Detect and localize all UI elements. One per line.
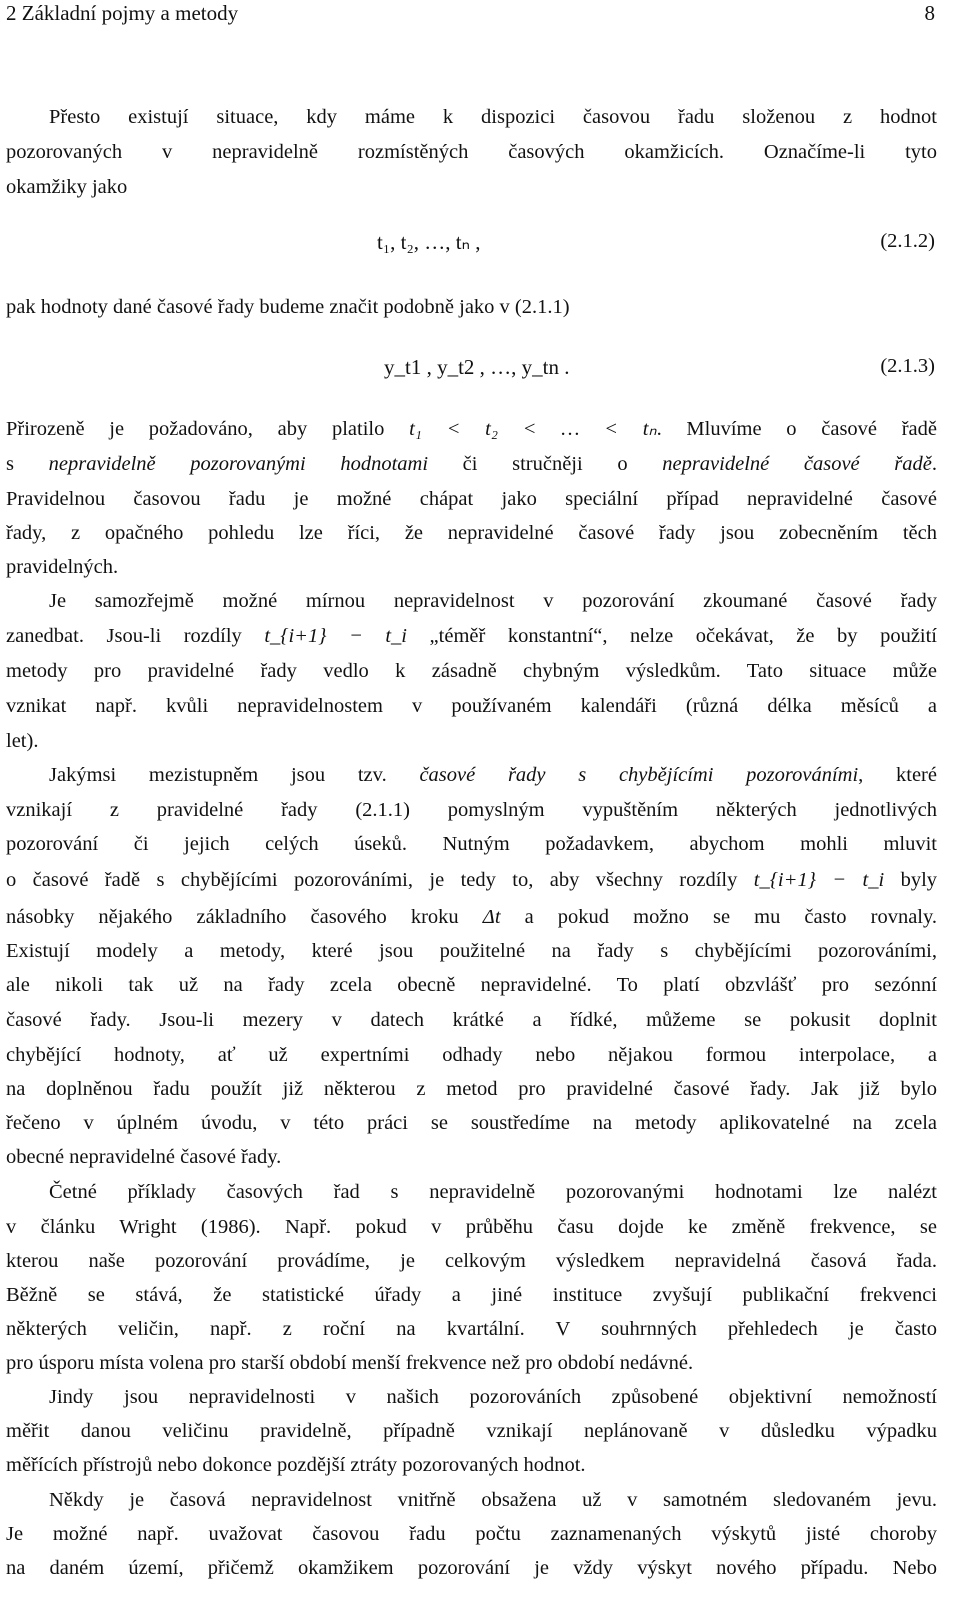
text-line: pozorovaných v nepravidelně rozmístěných časových okamžicích. Označíme-li tyto	[6, 141, 937, 163]
inline-math: t_{i+1} − t_i	[753, 869, 885, 891]
text-span: , které	[858, 764, 937, 786]
text-line: vznikat např. kvůli nepravidelnostem v používaném kalendáři (různá délka měsíců a	[6, 695, 937, 717]
text-line: chybějící hodnoty, ať už expertními odhady nebo nějakou formou interpolace, a	[6, 1044, 937, 1066]
text-line: některých veličin, např. z roční na kvartální. V souhrnných přehledech je často	[6, 1318, 937, 1340]
text-line: pak hodnoty dané časové řady budeme značit podobně jako v (2.1.1)	[6, 296, 570, 318]
running-header	[6, 0, 935, 30]
text-span: Přirozeně je požadováno, aby platilo	[6, 418, 385, 440]
text-line: pozorování či jejich celých úseků. Nutným požadavkem, abychom mohli mluvit	[6, 833, 937, 855]
inline-math: t_{i+1} − t_i	[264, 625, 407, 647]
emphasis: časové řady s chybějícími pozorováními	[419, 764, 859, 786]
equation-number: (2.1.3)	[880, 355, 935, 377]
text-line: metody pro pravidelné řady vedlo k zásadně chybným výsledkům. Tato situace může	[6, 660, 937, 682]
text-line: Přesto existují situace, kdy máme k dispozici časovou řadu složenou z hodnot	[49, 106, 937, 128]
equation-expression: y_t1 , y_t2 , …, y_tn .	[384, 355, 570, 379]
text-span: Jakýmsi mezistupněm jsou tzv.	[49, 764, 387, 786]
text-line: Někdy je časová nepravidelnost vnitřně obsažena už v samotném sledovaném jevu.	[49, 1489, 937, 1511]
text-span: a pokud možno se mu často rovnaly.	[524, 906, 938, 928]
text-line: pro úsporu místa volena pro starší období menší frekvence než pro období nedávné.	[6, 1352, 694, 1374]
text-span: byly	[900, 869, 938, 891]
text-span: s	[6, 453, 14, 475]
inline-math: Δt	[482, 906, 501, 928]
text-line: let).	[6, 730, 39, 752]
text-span: Mluvíme o časové řadě	[686, 418, 937, 440]
text-span: „téměř konstantní“, nelze očekávat, že by použití	[429, 625, 938, 647]
equation-2-1-3	[384, 355, 570, 380]
text-line: Je samozřejmě možné mírnou nepravidelnost v pozorování zkoumané časové řady	[49, 590, 937, 612]
text-line: v článku Wright (1986). Např. pokud v průběhu času dojde ke změně frekvence, se	[6, 1216, 937, 1238]
text-line: kterou naše pozorování provádíme, je celkovým výsledkem nepravidelná časová řada.	[6, 1250, 937, 1272]
text-line: vznikají z pravidelné řady (2.1.1) pomyslným vypuštěním některých jednotlivých	[6, 799, 937, 821]
text-line	[6, 624, 937, 648]
page-number: 8	[924, 1, 935, 25]
text-line: Jindy jsou nepravidelnosti v našich pozorováních způsobené objektivní nemožností	[49, 1386, 937, 1408]
text-span: o časové řadě s chybějícími pozorováními, je tedy to, aby všechny rozdíly	[6, 869, 738, 891]
text-line	[6, 868, 937, 892]
text-line: s nepravidelně pozorovanými hodnotami či stručněji o nepravidelné časové řadě.	[6, 453, 937, 475]
text-line: na doplněnou řadu použít již některou z metod pro pravidelné časové řady. Jak již bylo	[6, 1078, 937, 1100]
text-line: na daném území, přičemž okamžikem pozorování je vždy výskyt nového případu. Nebo	[6, 1557, 937, 1579]
emphasis: nepravidelně pozorovanými hodnotami	[48, 453, 429, 475]
text-span: násobky nějakého základního časového kroku	[6, 906, 459, 928]
equation-number: (2.1.2)	[880, 230, 935, 252]
equation-expression: t₁, t₂, …, tₙ ,	[377, 230, 481, 254]
text-line: řady, z opačného pohledu lze říci, že nepravidelné časové řady jsou zobecněním těch	[6, 522, 937, 544]
text-line: měřit danou veličinu pravidelně, případně vznikají neplánovaně v důsledku výpadku	[6, 1420, 937, 1442]
text-line: okamžiky jako	[6, 176, 128, 198]
text-span: zanedbat. Jsou-li rozdíly	[6, 625, 242, 647]
chapter-title: 2 Základní pojmy a metody	[6, 1, 239, 25]
text-line: Četné příklady časových řad s nepravidelně pozorovanými hodnotami lze nalézt	[49, 1181, 937, 1203]
text-line	[6, 905, 937, 929]
text-line	[6, 763, 937, 787]
text-line: pravidelných.	[6, 556, 119, 578]
text-line: Pravidelnou časovou řadu je možné chápat jako speciální případ nepravidelné časové	[6, 488, 937, 510]
inline-math: t₁ < t₂ < … < tₙ	[409, 418, 657, 440]
text-line: měřících přístrojů nebo dokonce pozdější ztráty pozorovaných hodnot.	[6, 1454, 586, 1476]
text-line: Běžně se stává, že statistické úřady a jiné instituce zvyšují publikační frekvenci	[6, 1284, 937, 1306]
text-line: ale nikoli tak už na řady zcela obecně nepravidelné. To platí obzvlášť pro sezónní	[6, 974, 937, 996]
emphasis: nepravidelné časové řadě	[662, 453, 932, 475]
text-line: Existují modely a metody, které jsou použitelné na řady s chybějícími pozorováními,	[6, 940, 937, 962]
text-line: Je možné např. uvažovat časovou řadu počtu zaznamenaných výskytů jisté choroby	[6, 1523, 937, 1545]
text-line: obecné nepravidelné časové řady.	[6, 1146, 282, 1168]
equation-2-1-2	[377, 230, 481, 255]
text-line: řečeno v úplném úvodu, v této práci se soustředíme na metody aplikovatelné na zcela	[6, 1112, 937, 1134]
text-span: či stručněji o	[462, 453, 628, 475]
text-line: Přirozeně je požadováno, aby platilo t₁ < t₂ < … < tₙ. Mluvíme o časové řadě	[6, 418, 937, 440]
text-line: časové řady. Jsou-li mezery v datech krátké a řídké, můžeme se pokusit doplnit	[6, 1009, 937, 1031]
